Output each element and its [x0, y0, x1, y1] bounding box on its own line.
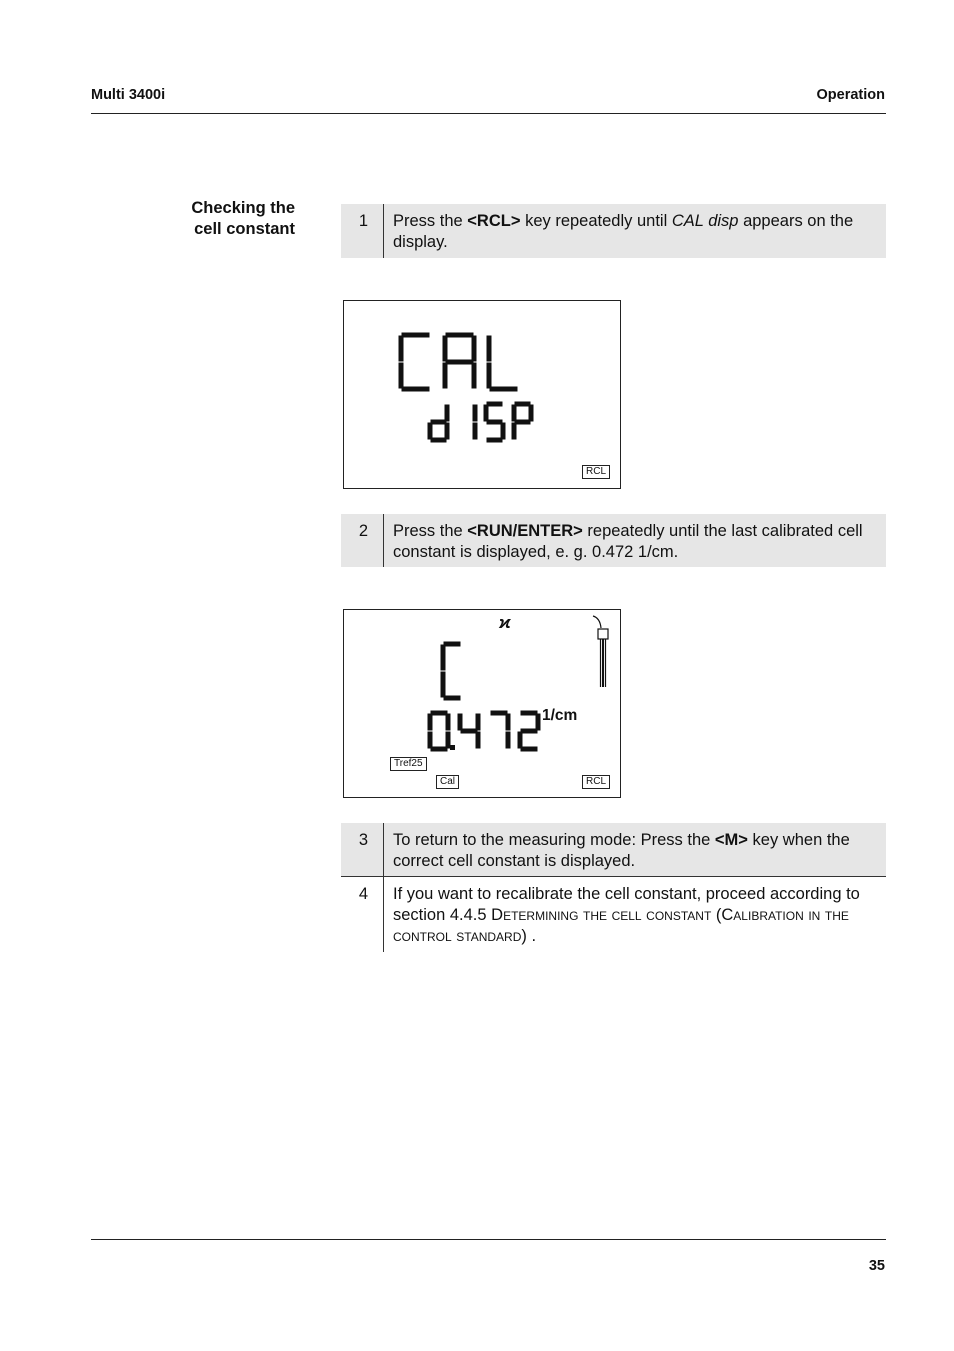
- header-product: Multi 3400i: [91, 87, 166, 103]
- side-heading-line2: cell constant: [194, 220, 295, 238]
- side-heading-line1: Checking the: [191, 199, 295, 217]
- tref25-indicator: Tref25: [390, 757, 427, 771]
- step-text: Press the <RUN/ENTER> repeatedly until the last calibrated cell constant is displayed, e. g. 0.472 1/cm.: [393, 522, 863, 561]
- lcd-segment-graphic: [344, 610, 622, 799]
- step-text: To return to the measuring mode: Press the <M> key when the correct cell constant is displayed.: [393, 831, 850, 870]
- key-m: <M>: [714, 831, 748, 849]
- step-number: 4: [341, 877, 384, 952]
- section-link[interactable]: Determining the cell constant: [491, 906, 712, 924]
- section-subtitle: Calibration in the control standard: [393, 906, 849, 945]
- key-rcl: <RCL>: [467, 212, 521, 230]
- lcd-segment-graphic: [344, 301, 622, 490]
- step-3: [341, 823, 886, 876]
- rcl-indicator: RCL: [582, 465, 610, 479]
- lcd-display-cell-constant: [343, 609, 621, 798]
- unit-label: 1/cm: [542, 707, 578, 724]
- header-section: Operation: [816, 87, 885, 103]
- step-1: [341, 204, 886, 258]
- step-number: 1: [341, 204, 384, 258]
- header-rule: [91, 113, 886, 114]
- step-text: If you want to recalibrate the cell constant, proceed according to section 4.4.5 Determining the cell constant (Calibration in the control standard) .: [393, 885, 860, 945]
- step-number: 2: [341, 514, 384, 567]
- side-heading: [150, 198, 295, 240]
- cal-indicator: Cal: [436, 775, 459, 789]
- step-4: [341, 877, 886, 952]
- kappa-icon: ϰ: [499, 613, 511, 632]
- step-2: [341, 514, 886, 567]
- display-text-ref: CAL disp: [671, 212, 739, 230]
- rcl-indicator: RCL: [582, 775, 610, 789]
- lcd-display-cal-disp: [343, 300, 621, 489]
- lcd-decimal-point: [450, 745, 455, 750]
- footer-rule: [91, 1239, 886, 1240]
- conductivity-probe-icon: [593, 616, 608, 687]
- page-number: 35: [868, 1258, 885, 1274]
- step-text: Press the <RCL> key repeatedly until CAL disp appears on the display.: [393, 212, 854, 251]
- key-run-enter: <RUN/ENTER>: [467, 522, 583, 540]
- step-number: 3: [341, 823, 384, 876]
